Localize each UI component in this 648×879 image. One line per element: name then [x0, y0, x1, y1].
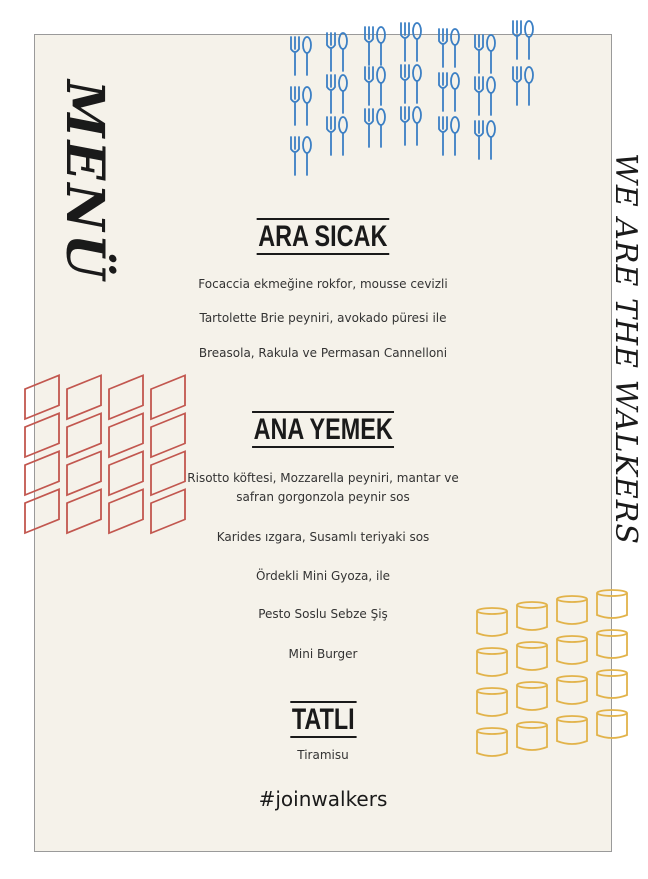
fork-spoon-icon [365, 109, 385, 147]
hashtag: #joinwalkers [258, 787, 388, 811]
section-title-ara-sicak: ARA SICAK [258, 220, 388, 253]
fork-spoon-icon [327, 117, 347, 155]
menu-vertical-title: MENÜ [54, 80, 115, 283]
menu-item-continuation: safran gorgonzola peynir sos [236, 490, 410, 504]
fork-spoon-icon [327, 75, 347, 113]
menu-item: Focaccia ekmeğine rokfor, mousse cevizli [198, 277, 448, 291]
fork-spoon-icon [439, 117, 459, 155]
tagline-vertical: WE ARE THE WALKERS [608, 153, 643, 545]
menu-item: Pesto Soslu Sebze Şiş [258, 607, 388, 621]
fork-spoon-icon [401, 65, 421, 103]
fork-spoon-icon [401, 107, 421, 145]
section-title-ana-yemek: ANA YEMEK [253, 413, 393, 446]
cutlery-pattern [35, 35, 611, 195]
fork-spoon-icon [439, 29, 459, 67]
menu-item: Mini Burger [288, 647, 358, 661]
menu-item: Ördekli Mini Gyoza, ile [255, 569, 391, 583]
fork-spoon-icon [365, 27, 385, 65]
section-title-tatli: TATLI [291, 703, 355, 736]
menu-item: Karides ızgara, Susamlı teriyaki sos [216, 530, 430, 544]
fork-spoon-icon [291, 37, 311, 75]
glass-pattern [465, 595, 615, 795]
fork-spoon-icon [475, 121, 495, 159]
fork-spoon-icon [475, 35, 495, 73]
fork-spoon-icon [439, 73, 459, 111]
fork-spoon-icon [291, 87, 311, 125]
fork-spoon-icon [327, 33, 347, 71]
fork-spoon-icon [365, 67, 385, 105]
menu-item: Tartolette Brie peyniri, avokado püresi ile [199, 311, 447, 325]
fork-spoon-icon [513, 21, 533, 59]
fork-spoon-icon [291, 137, 311, 175]
cup-icon [597, 670, 627, 698]
cup-icon [557, 676, 587, 704]
fork-spoon-icon [475, 77, 495, 115]
menu-item: Tiramisu [297, 748, 349, 762]
menu-item: Breasola, Rakula ve Permasan Cannelloni [198, 346, 448, 360]
fork-spoon-icon [513, 67, 533, 105]
fork-spoon-icon [401, 23, 421, 61]
menu-card [34, 34, 643, 852]
menu-item: Risotto köftesi, Mozzarella peyniri, mantar ve [187, 471, 459, 485]
